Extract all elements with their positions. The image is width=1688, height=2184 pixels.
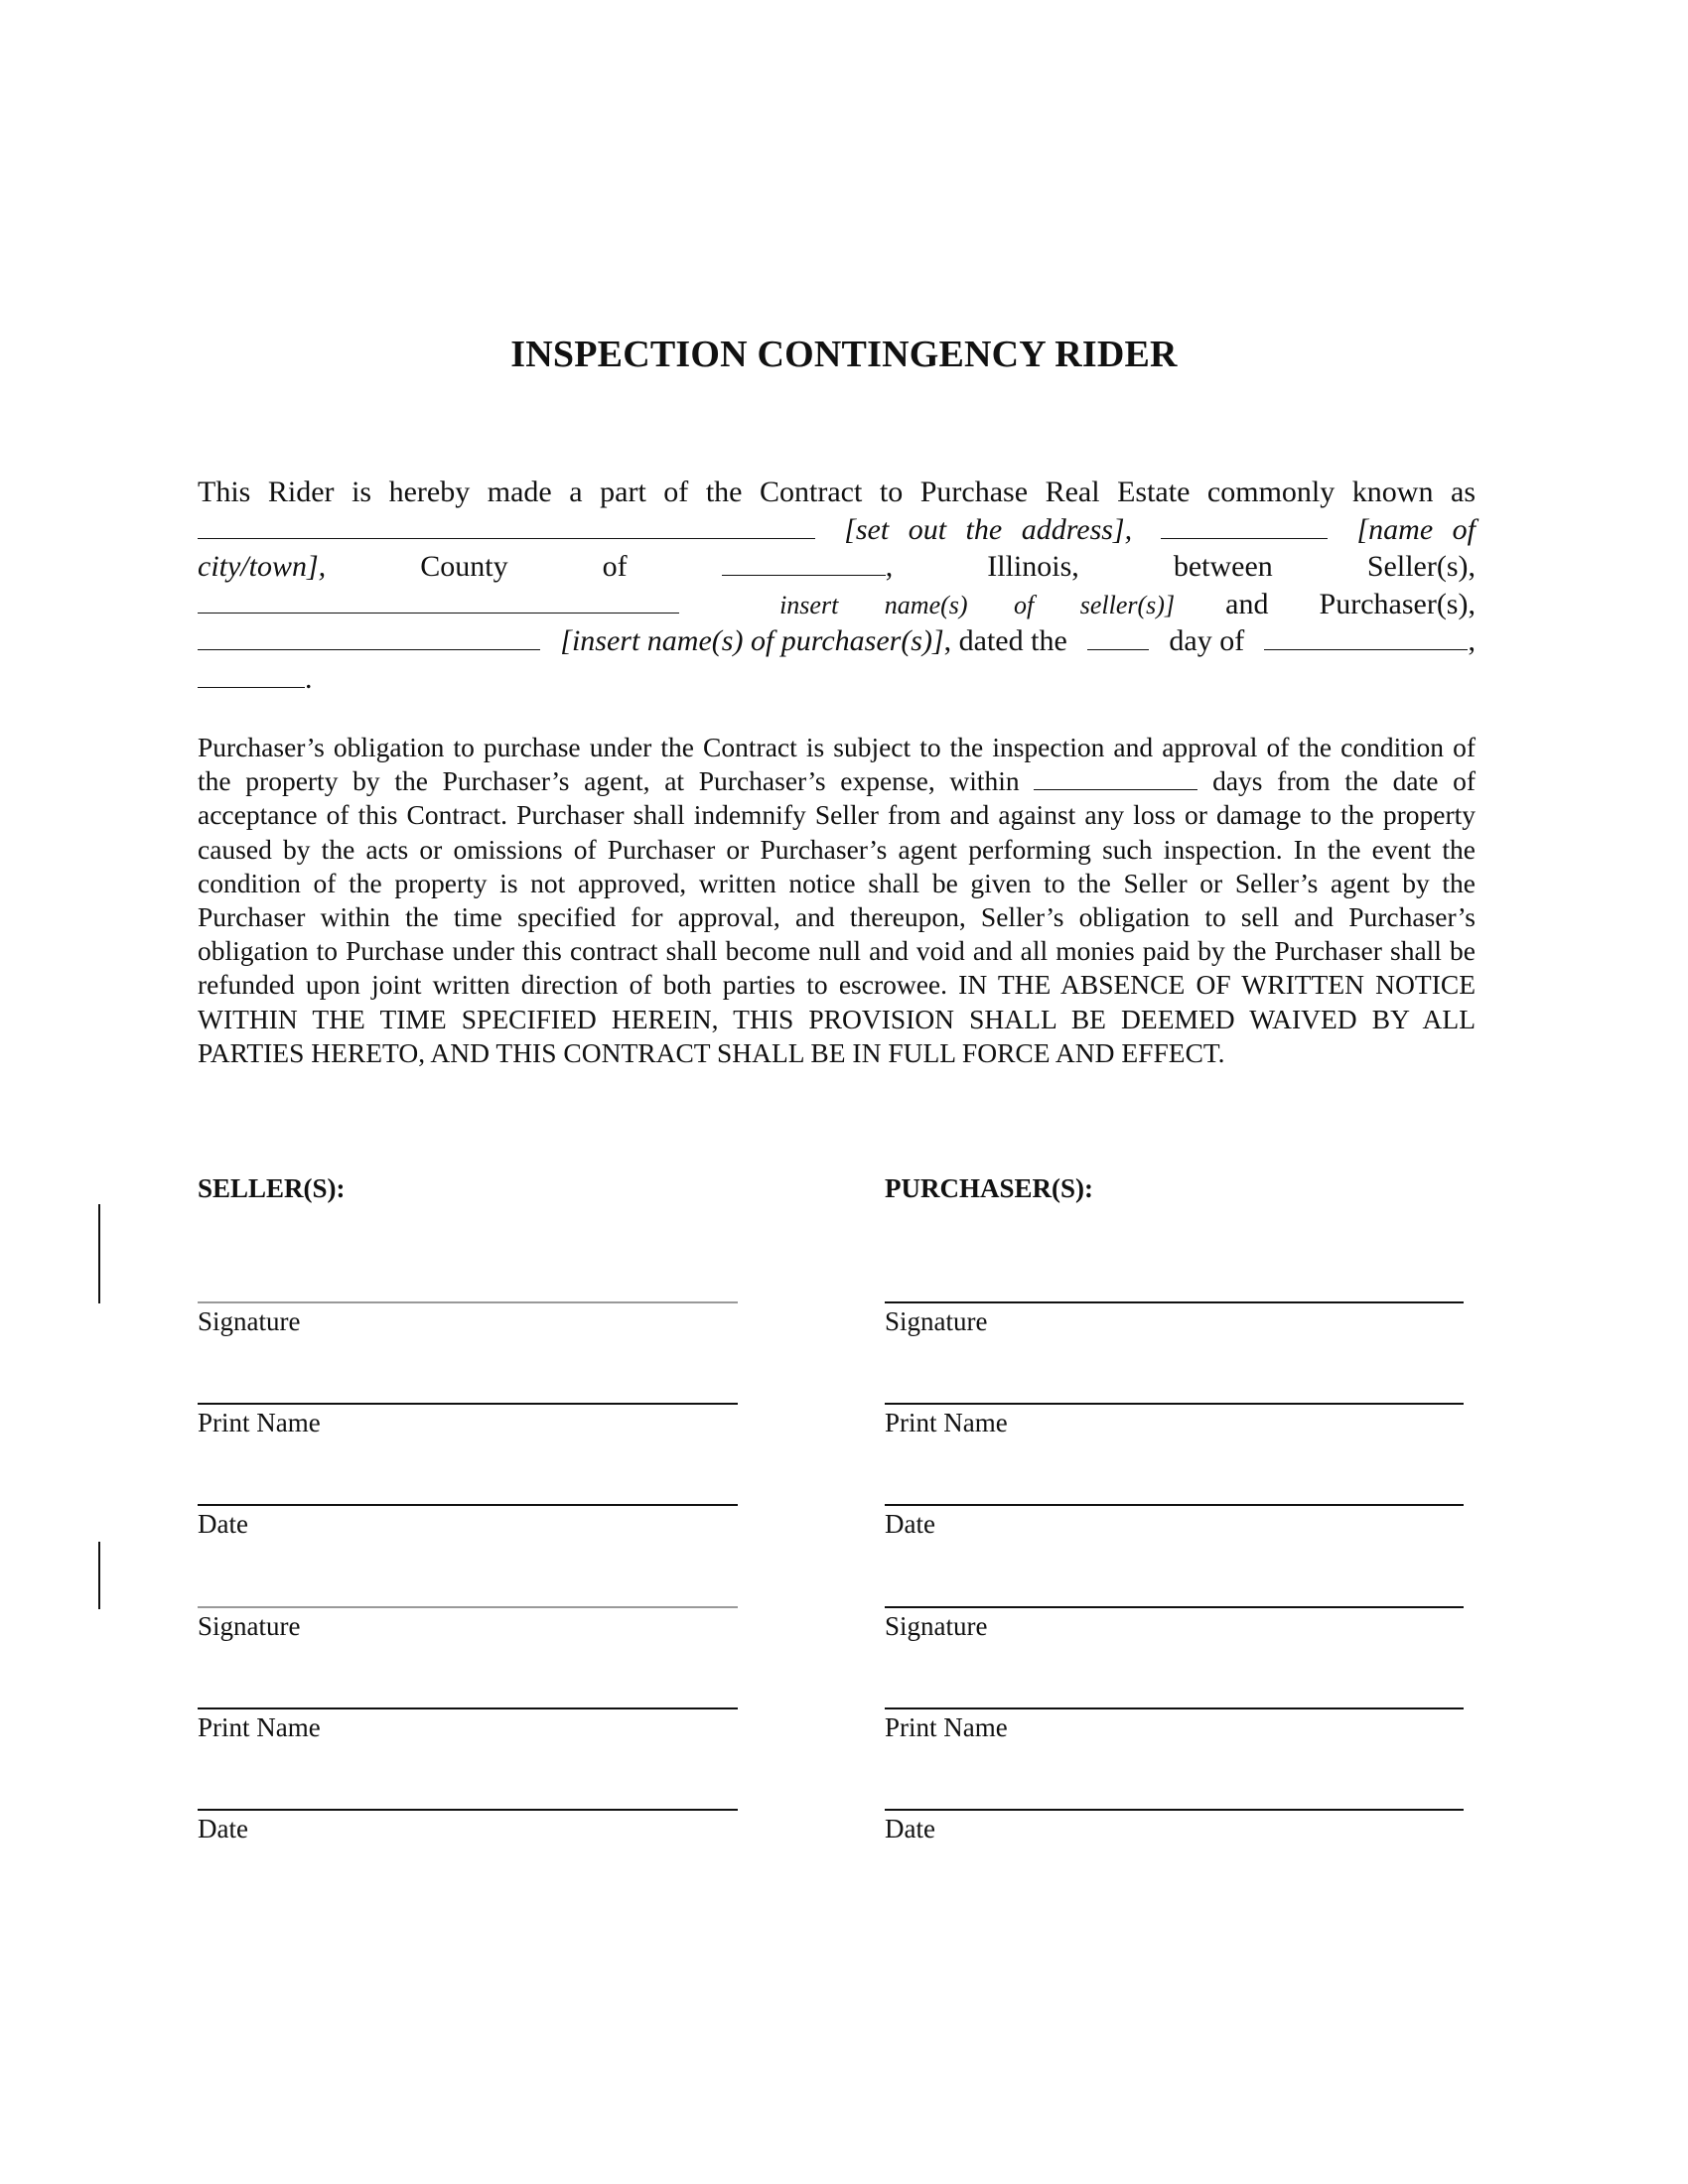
inspection-text-2: days from the date of acceptance of this Contract. Purchaser shall indemnify Seller from and against any loss or damage to the property caused by the acts or omissions of Purchaser or Purchaser’s agent performing such inspection. In the event the condition of the property is not approved, written notice shall be given to the Seller or Seller’s agent by the Purchaser within the time specified for approval, and thereupon, Seller’s obligation to sell and Purchaser’s obligation to Purchase under this contract shall become null and void and all monies paid by the Purchaser shall be refunded upon joint written direction of both parties to escrowee. IN THE ABSENCE OF WRITTEN NOTICE WITHIN THE TIME SPECIFIED HEREIN, THIS PROVISION SHALL BE DEEMED WAIVED BY ALL PARTIES HERETO, AND THIS CONTRACT SHALL BE IN FULL FORCE AND EFFECT. (198, 765, 1477, 1068)
intro-line-4 (198, 586, 1476, 623)
inspection-paragraph (198, 731, 1476, 1070)
intro-line-1 (198, 474, 1476, 511)
purchaser-names-blank[interactable] (198, 623, 540, 650)
purchaser-date-line-2[interactable] (885, 1809, 1464, 1811)
seller-signature-line-1[interactable] (198, 1301, 738, 1303)
intro-line-6 (198, 660, 1476, 698)
purchaser-print-name-line-2[interactable] (885, 1707, 1464, 1709)
intro-line-2 (198, 511, 1476, 549)
intro-line-3 (198, 548, 1476, 586)
seller-signature-label-2: Signature (198, 1611, 301, 1641)
city-hint: [name of (1356, 512, 1476, 546)
purchaser-date-label-1: Date (885, 1509, 935, 1539)
seller-signature-line-2[interactable] (198, 1606, 738, 1608)
intro-line-5 (198, 622, 1476, 660)
change-bar (98, 1542, 100, 1609)
sellers-text: Seller(s), (1366, 550, 1476, 583)
county-label: County (420, 550, 508, 583)
city-blank[interactable] (1161, 512, 1328, 539)
city-hint-cont: city/town], (198, 550, 327, 583)
seller-date-line-1[interactable] (198, 1504, 738, 1506)
day-blank[interactable] (1087, 623, 1149, 650)
seller-date-label-2: Date (198, 1814, 248, 1843)
seller-heading: SELLER(S): (198, 1173, 346, 1203)
address-hint: [set out the address], (844, 512, 1133, 546)
purchaser-signature-line-1[interactable] (885, 1301, 1464, 1303)
address-blank[interactable] (198, 512, 815, 539)
day-of-text: day of (1169, 624, 1245, 657)
county-blank[interactable] (722, 549, 886, 576)
purchaser-print-name-line-1[interactable] (885, 1403, 1464, 1405)
purchaser-date-label-2: Date (885, 1814, 935, 1843)
intro-text: This Rider is hereby made a part of the Contract to Purchase Real Estate commonly known as (198, 476, 1476, 508)
comma: , (1468, 624, 1476, 657)
change-bar (98, 1204, 100, 1303)
and-text: and (1225, 587, 1269, 620)
seller-date-label-1: Date (198, 1509, 248, 1539)
purchaser-signature-label-1: Signature (885, 1306, 988, 1336)
purchaser-print-name-label-1: Print Name (885, 1408, 1008, 1437)
inspection-text-1: Purchaser’s obligation to purchase under the Contract is subject to the inspection and approval of the condition of the property by the Purchaser’s agent, at Purchaser’s expense, within (198, 732, 1476, 797)
seller-print-name-label-2: Print Name (198, 1712, 321, 1742)
dated-text: , dated the (943, 624, 1067, 657)
purchasers-text: Purchaser(s), (1319, 587, 1476, 620)
seller-names-blank[interactable] (198, 587, 679, 614)
seller-signature-label-1: Signature (198, 1306, 301, 1336)
year-blank[interactable] (198, 661, 305, 688)
purchaser-date-line-1[interactable] (885, 1504, 1464, 1506)
of-text: of (602, 550, 628, 583)
state-text: Illinois, (987, 550, 1079, 583)
purchaser-names-hint: [insert name(s) of purchaser(s)] (560, 624, 944, 657)
document-title: INSPECTION CONTINGENCY RIDER (510, 334, 1178, 375)
seller-print-name-line-1[interactable] (198, 1403, 738, 1405)
purchaser-print-name-label-2: Print Name (885, 1712, 1008, 1742)
comma: , (885, 550, 894, 583)
period: . (305, 661, 313, 695)
seller-names-hint: insert name(s) of seller(s)] (779, 590, 1176, 619)
seller-print-name-label-1: Print Name (198, 1408, 321, 1437)
month-blank[interactable] (1264, 623, 1468, 650)
rider-intro-paragraph (198, 474, 1476, 697)
purchaser-signature-label-2: Signature (885, 1611, 988, 1641)
purchaser-heading: PURCHASER(S): (885, 1173, 1094, 1203)
seller-date-line-2[interactable] (198, 1809, 738, 1811)
days-blank[interactable] (1034, 769, 1197, 790)
between-text: between (1173, 550, 1273, 583)
seller-print-name-line-2[interactable] (198, 1707, 738, 1709)
purchaser-signature-line-2[interactable] (885, 1606, 1464, 1608)
